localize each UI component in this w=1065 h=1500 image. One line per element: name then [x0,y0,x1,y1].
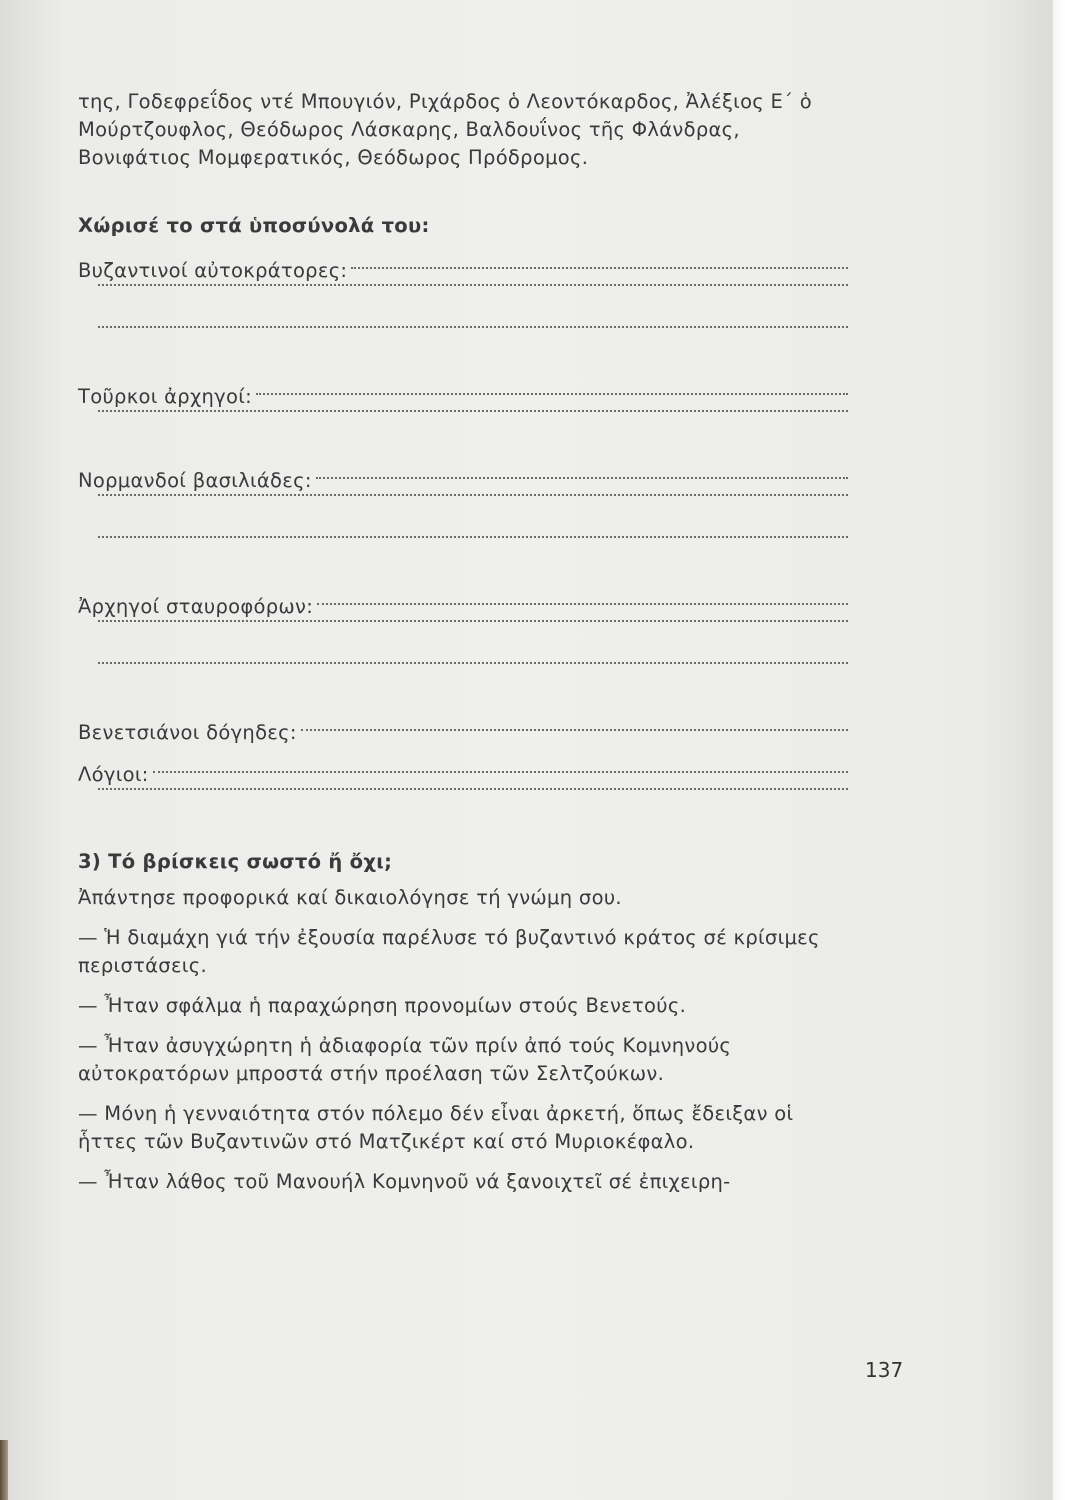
dotted-answer-line [256,393,848,395]
dotted-answer-line [301,729,848,731]
dotted-answer-line [98,326,848,328]
blank-answer-row [78,796,848,838]
blank-answer-row [78,418,848,460]
statement-list [78,924,848,1196]
dotted-answer-line [317,603,848,605]
page-content [78,88,848,1208]
dotted-answer-line [316,477,848,479]
dotted-answer-line [98,788,848,790]
page-edge [0,1440,8,1500]
exercise-heading: Χώρισέ το στά ὑποσύνολά του: [78,214,430,237]
field-label: Βενετσιάνοι δόγηδες: [78,721,297,744]
field-row [78,712,848,754]
dotted-answer-line [98,662,848,664]
dotted-answer-line [153,771,848,773]
dotted-answer-line [98,284,848,286]
field-label: Βυζαντινοί αὐτοκράτορες: [78,259,348,282]
blank-answer-row [78,670,848,712]
field-label: Νορμανδοί βασιλιάδες: [78,469,312,492]
section-3 [78,848,848,1196]
page-number: 137 [865,1358,904,1382]
statement: — Ἦταν λάθος τοῦ Μανουήλ Κομνηνοῦ νά ξανοιχτεῖ σέ ἐπιχειρη- [78,1170,731,1193]
statement: — Ἦταν ἀσυγχώρητη ἡ ἀδιαφορία τῶν πρίν ἀπό τούς Κομνηνούς αὐτοκρατόρων μπροστά στήν προέλαση τῶν Σελτζούκων. [78,1034,732,1085]
field-label: Ἀρχηγοί σταυροφόρων: [78,595,314,618]
dotted-answer-line [98,410,848,412]
dotted-answer-line [351,267,848,269]
statement: — Μόνη ἡ γενναιότητα στόν πόλεμο δέν εἶναι ἀρκετή, ὅπως ἔδειξαν οἱ ἧττες τῶν Βυζαντινῶν στό Ματζικέρτ καί στό Μυριοκέφαλο. [78,1102,794,1153]
section-3-heading: 3) Τό βρίσκεις σωστό ἤ ὄχι; [78,850,393,873]
statement: — Ἡ διαμάχη γιά τήν ἐξουσία παρέλυσε τό βυζαντινό κράτος σέ κρίσιμες περιστάσεις. [78,926,820,977]
exercise-fields [78,250,848,838]
field-label: Τοῦρκοι ἀρχηγοί: [78,385,253,408]
intro-paragraph: της, Γοδεφρεΐδος ντέ Μπουγιόν, Ριχάρδος ὁ Λεοντόκαρδος, Ἀλέξιος Ε΄ ὁ Μούρτζουφλος, Θεόδωρος Λάσκαρης, Βαλδουΐνος τῆς Φλάνδρας, Βονιφάτιος Μομφερατικός, Θεόδωρος Πρόδρομος. [78,90,812,169]
dotted-answer-line [98,536,848,538]
section-3-instruction: Ἀπάντησε προφορικά καί δικαιολόγησε τή γνώμη σου. [78,886,622,909]
blank-answer-row [78,334,848,376]
dotted-answer-line [98,620,848,622]
blank-answer-row [78,544,848,586]
field-label: Λόγιοι: [78,763,149,786]
statement: — Ἦταν σφάλμα ἡ παραχώρηση προνομίων στούς Βενετούς. [78,994,687,1017]
dotted-answer-line [98,494,848,496]
